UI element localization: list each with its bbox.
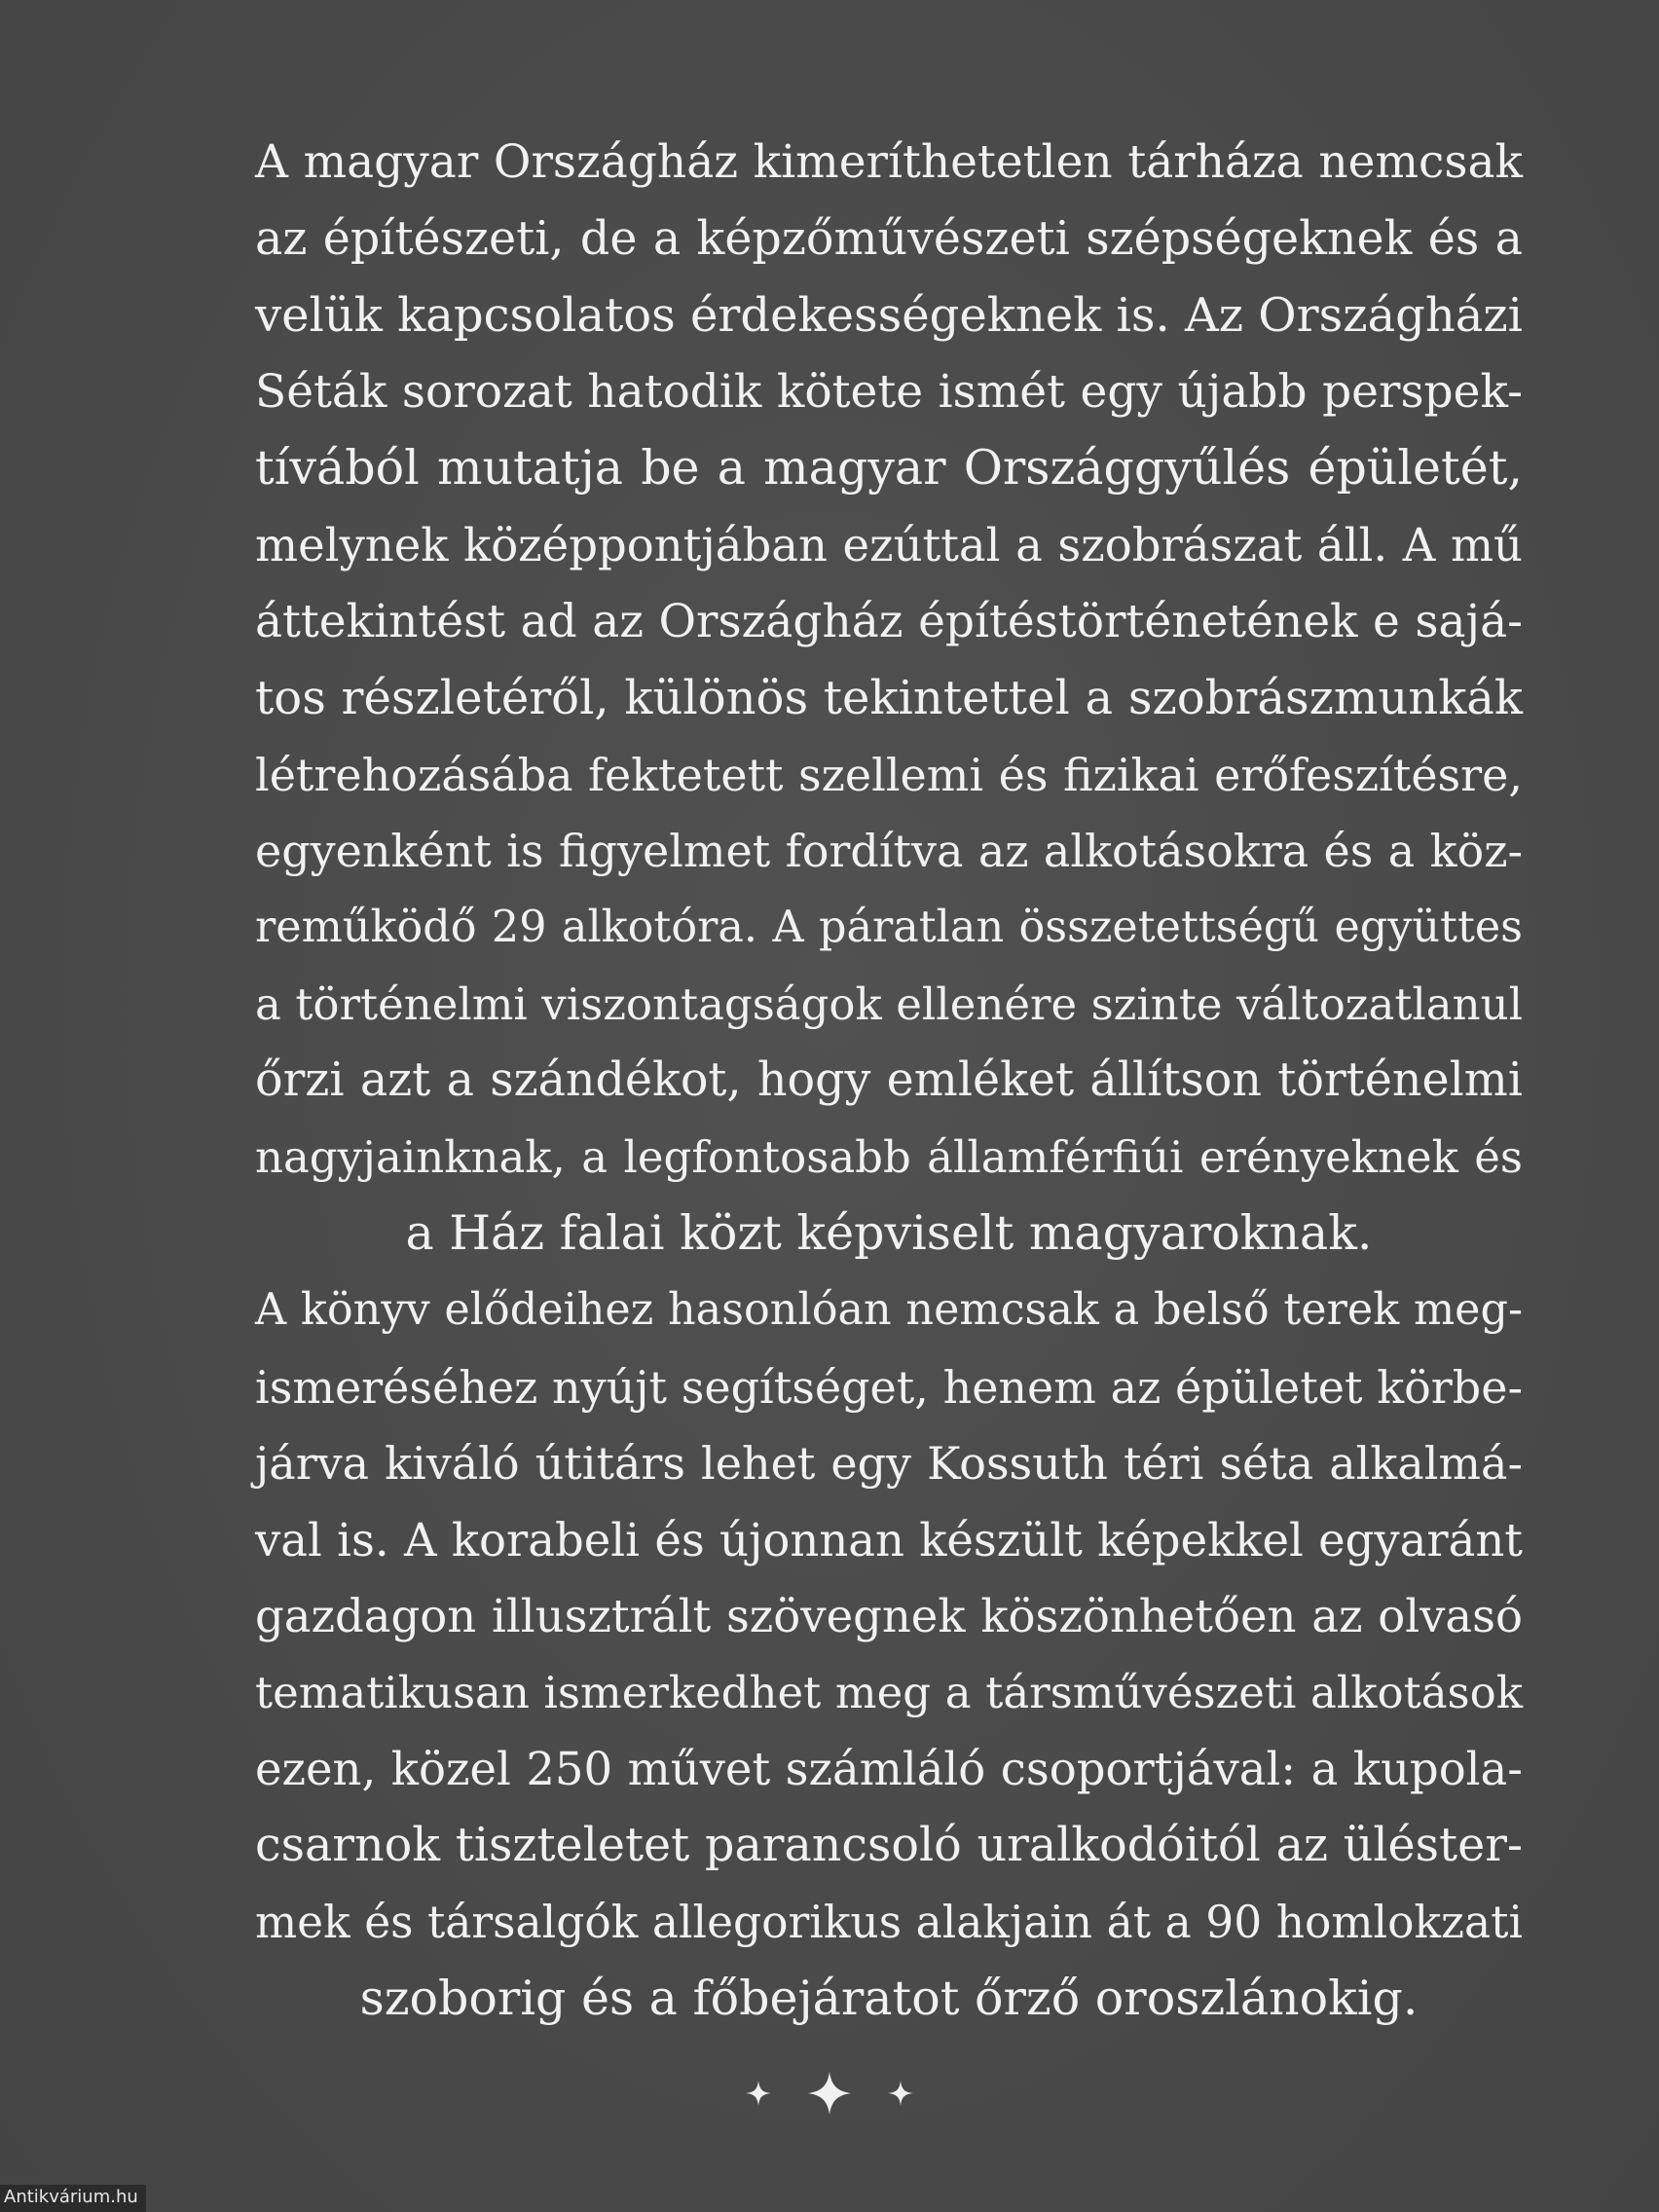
text-line: őrzi azt a szándékot, hogy emléket állítson történelmi bbox=[255, 1053, 1523, 1108]
blurb-text-block bbox=[255, 125, 1523, 2038]
text-line: tívából mutatja be a magyar Országgyűlés épületét, bbox=[255, 440, 1523, 497]
text-line: ismeréséhez nyújt segítséget, henem az épületet körbe- bbox=[255, 1360, 1523, 1414]
text-line: ezen, közel 250 művet számláló csoportjával: a kupola- bbox=[255, 1743, 1523, 1796]
text-line: szoborig és a főbejáratot őrző oroszlánokig. bbox=[359, 1971, 1419, 2027]
text-line: csarnok tiszteletet parancsoló uralkodóitól az üléster- bbox=[255, 1819, 1523, 1873]
text-line: egyenként is figyelmet fordítva az alkotásokra és a köz- bbox=[255, 825, 1523, 878]
ornament-divider bbox=[0, 2064, 1659, 2122]
site-watermark: Antikvárium.hu bbox=[0, 2185, 146, 2212]
small-diamond-star-icon bbox=[888, 2081, 913, 2106]
text-line: melynek középpontjában ezúttal a szobrászat áll. A mű bbox=[255, 518, 1523, 571]
text-line: létrehozásába fektetett szellemi és fizikai erőfeszítésre, bbox=[255, 748, 1523, 801]
large-diamond-star-icon bbox=[808, 2072, 851, 2115]
text-line: velük kapcsolatos érdekességeknek is. Az Országházi bbox=[255, 288, 1523, 344]
text-line: tematikusan ismerkedhet meg a társművészeti alkotások bbox=[255, 1666, 1523, 1718]
text-line: nagyjainknak, a legfontosabb államférfiúi erényeknek és bbox=[255, 1130, 1523, 1183]
text-line: reműködő 29 alkotóra. A páratlan összetettségű együttes bbox=[255, 902, 1523, 952]
small-diamond-star-icon bbox=[746, 2081, 771, 2106]
text-line: gazdagon illusztrált szövegnek köszönhetően az olvasó bbox=[255, 1590, 1523, 1643]
text-line: mek és társalgók allegorikus alakjain át a 90 homlokzati bbox=[255, 1896, 1523, 1948]
text-line: a Ház falai közt képviselt magyaroknak. bbox=[405, 1205, 1373, 1262]
text-line: járva kiváló útitárs lehet egy Kossuth téri séta alkalmá- bbox=[255, 1437, 1523, 1491]
text-line: az építészeti, de a képzőművészeti szépségeknek és a bbox=[255, 211, 1523, 266]
text-line: A magyar Országház kimeríthetetlen tárháza nemcsak bbox=[255, 135, 1523, 189]
text-line: Séták sorozat hatodik kötete ismét egy újabb perspek- bbox=[255, 364, 1523, 419]
text-line: a történelmi viszontagságok ellenére szinte változatlanul bbox=[255, 977, 1523, 1030]
text-line: val is. A korabeli és újonnan készült képekkel egyaránt bbox=[255, 1513, 1523, 1567]
text-line: A könyv elődeihez hasonlóan nemcsak a belső terek meg- bbox=[255, 1284, 1523, 1335]
text-line: áttekintést ad az Országház építéstörténetének e sajá- bbox=[255, 594, 1523, 648]
text-line: tos részletéről, különös tekintettel a szobrászmunkák bbox=[255, 671, 1523, 726]
